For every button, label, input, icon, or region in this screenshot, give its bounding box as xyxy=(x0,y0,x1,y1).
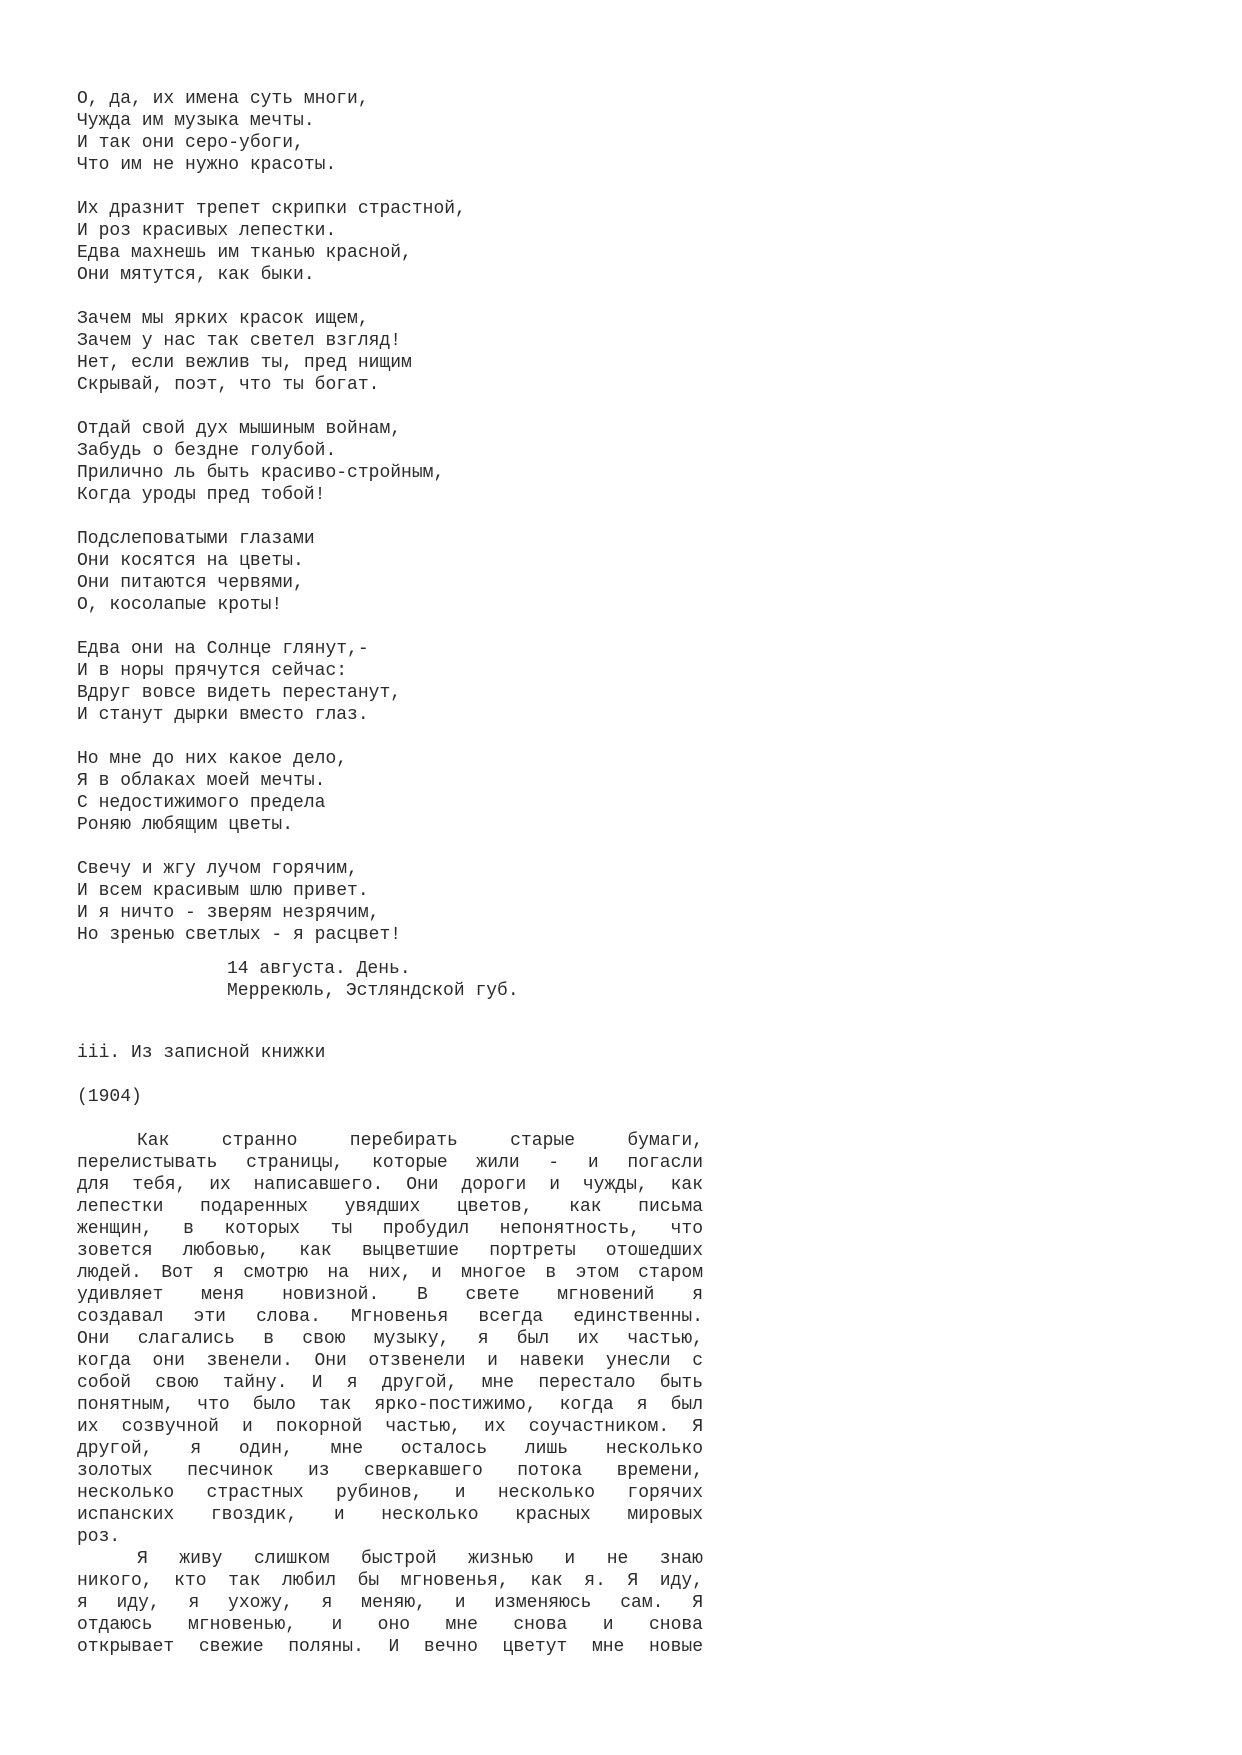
prose-body xyxy=(77,1130,703,1658)
poem-line: Чужда им музыка мечты. xyxy=(77,111,315,131)
poem-line: И так они серо-убоги, xyxy=(77,133,304,153)
prose-line: несколько страстных рубинов, и несколько горячих xyxy=(77,1483,703,1503)
prose-line: удивляет меня новизной. В свете мгновений я xyxy=(77,1285,703,1305)
prose-line: открывает свежие поляны. И вечно цветут мне новые xyxy=(77,1637,703,1657)
poem-line: Едва они на Солнце глянут,- xyxy=(77,639,369,659)
poem-line: И в норы прячутся сейчас: xyxy=(77,661,348,681)
prose-line: другой, я один, мне осталось лишь несколько xyxy=(77,1439,703,1459)
prose-line: Как странно перебирать старые бумаги, xyxy=(137,1131,703,1151)
poem-line: Нет, если вежлив ты, пред нищим xyxy=(77,353,412,373)
prose-line: когда они звенели. Они отзвенели и навеки унесли с xyxy=(77,1351,703,1371)
document-page xyxy=(77,88,703,1658)
poem-stanza-4 xyxy=(77,418,703,506)
poem-line: Они питаются червями, xyxy=(77,573,304,593)
poem-line: Их дразнит трепет скрипки страстной, xyxy=(77,199,466,219)
prose-line: никого, кто так любил бы мгновенья, как я. Я иду, xyxy=(77,1571,703,1591)
prose-line: лепестки подаренных увядших цветов, как письма xyxy=(77,1197,703,1217)
poem-line: Зачем мы ярких красок ищем, xyxy=(77,309,369,329)
poem-line: Роняю любящим цветы. xyxy=(77,815,294,835)
prose-line: собой свою тайну. И я другой, мне перестало быть xyxy=(77,1373,703,1393)
section-year: (1904) xyxy=(77,1087,142,1107)
prose-line: Они слагались в свою музыку, я был их частью, xyxy=(77,1329,703,1349)
poem-date: 14 августа. День. xyxy=(227,959,411,979)
poem-stanza-8 xyxy=(77,858,703,946)
poem-line: Забудь о бездне голубой. xyxy=(77,441,337,461)
poem-line: Подслеповатыми глазами xyxy=(77,529,315,549)
prose-line: роз. xyxy=(77,1527,121,1547)
poem-stanza-6 xyxy=(77,638,703,726)
poem-line: И я ничто - зверям незрячим, xyxy=(77,903,380,923)
poem-line: Но мне до них какое дело, xyxy=(77,749,348,769)
poem-date-signature xyxy=(77,958,703,1002)
prose-line: женщин, в которых ты пробудил непонятность, что xyxy=(77,1219,703,1239)
prose-line: зовется любовью, как выцветшие портреты отошедших xyxy=(77,1241,703,1261)
poem-line: Прилично ль быть красиво-стройным, xyxy=(77,463,445,483)
prose-line: создавал эти слова. Мгновенья всегда единственны. xyxy=(77,1307,703,1327)
poem-line: Зачем у нас так светел взгляд! xyxy=(77,331,402,351)
poem-line: Они мятутся, как быки. xyxy=(77,265,315,285)
poem-line: О, косолапые кроты! xyxy=(77,595,283,615)
poem-stanza-2 xyxy=(77,198,703,286)
poem-stanza-1 xyxy=(77,88,703,176)
poem-line: И всем красивым шлю привет. xyxy=(77,881,369,901)
poem-line: Вдруг вовсе видеть перестанут, xyxy=(77,683,402,703)
poem xyxy=(77,88,703,1002)
section-heading: iii. Из записной книжки xyxy=(77,1043,326,1063)
prose-line: людей. Вот я смотрю на них, и многое в этом старом xyxy=(77,1263,703,1283)
poem-line: Скрывай, поэт, что ты богат. xyxy=(77,375,380,395)
poem-stanza-3 xyxy=(77,308,703,396)
prose-line: для тебя, их написавшего. Они дороги и чужды, как xyxy=(77,1175,703,1195)
poem-line: И станут дырки вместо глаз. xyxy=(77,705,369,725)
prose-line: понятным, что было так ярко-постижимо, когда я был xyxy=(77,1395,703,1415)
prose-line: Я живу слишком быстрой жизнью и не знаю xyxy=(137,1549,703,1569)
poem-line: Свечу и жгу лучом горячим, xyxy=(77,859,358,879)
poem-place: Меррекюль, Эстляндской губ. xyxy=(227,981,519,1001)
prose-line: их созвучной и покорной частью, их соучастником. Я xyxy=(77,1417,703,1437)
prose-line: золотых песчинок из сверкавшего потока времени, xyxy=(77,1461,703,1481)
poem-line: Что им не нужно красоты. xyxy=(77,155,337,175)
poem-line: Когда уроды пред тобой! xyxy=(77,485,326,505)
prose-line: я иду, я ухожу, я меняю, и изменяюсь сам. Я xyxy=(77,1593,703,1613)
poem-line: Но зренью светлых - я расцвет! xyxy=(77,925,402,945)
poem-line: Отдай свой дух мышиным войнам, xyxy=(77,419,402,439)
prose-line: отдаюсь мгновенью, и оно мне снова и снова xyxy=(77,1615,703,1635)
poem-stanza-5 xyxy=(77,528,703,616)
poem-line: Я в облаках моей мечты. xyxy=(77,771,326,791)
poem-line: О, да, их имена суть многи, xyxy=(77,89,369,109)
poem-stanza-7 xyxy=(77,748,703,836)
prose-line: испанских гвоздик, и несколько красных мировых xyxy=(77,1505,703,1525)
poem-line: Едва махнешь им тканью красной, xyxy=(77,243,412,263)
poem-line: Они косятся на цветы. xyxy=(77,551,304,571)
poem-line: И роз красивых лепестки. xyxy=(77,221,337,241)
prose-line: перелистывать страницы, которые жили - и погасли xyxy=(77,1153,703,1173)
poem-line: С недостижимого предела xyxy=(77,793,326,813)
